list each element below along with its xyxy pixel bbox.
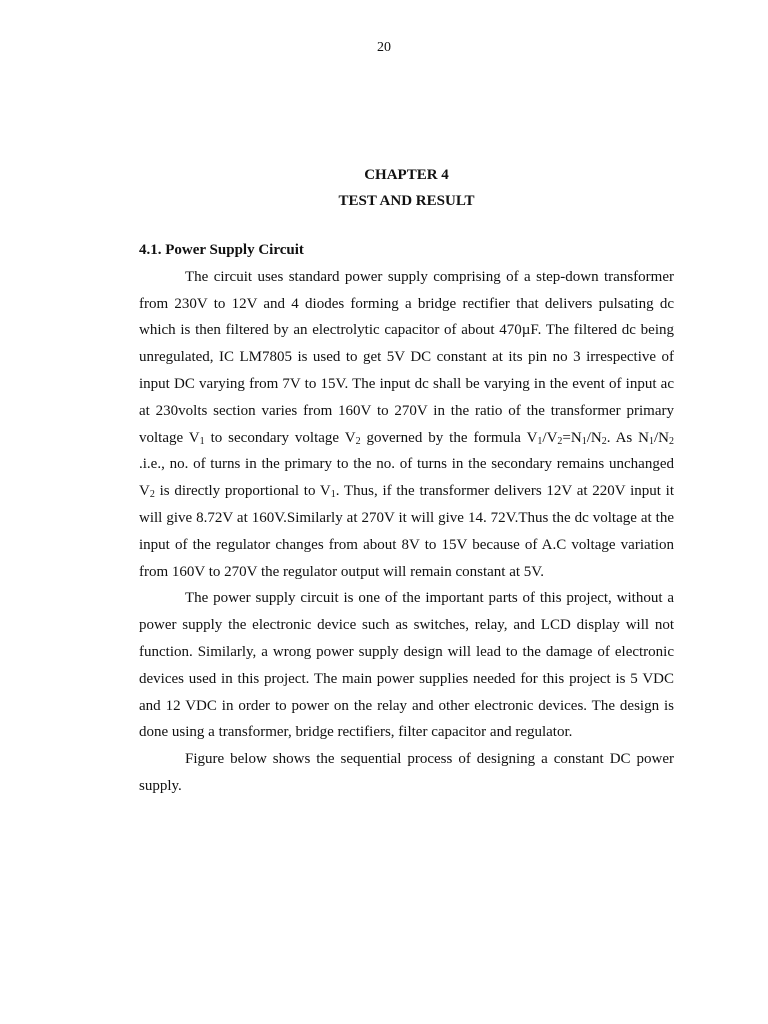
chapter-title: TEST AND RESULT	[338, 193, 475, 209]
para1-text-k: . Thus, if the transformer delivers 12V at 220V input it will give 8.72V at 160V.Similarly at 270V it will give 14. 72V.Thus the dc voltage at the input of the regulator changes from about 8V to 15V because of A.C voltage variation from 160V to 270V the regulator output will remain constant at 5V.	[139, 483, 674, 580]
para1-text-a: The circuit uses standard power supply comprising of a step-down transformer from 230V to 12V and 4 diodes forming a bridge rectifier that delivers pulsating dc which is then filtered by an electrolytic capacitor of about 470µF. The filtered dc being unregulated, IC LM7805 is used to get 5V DC constant at its pin no 3 irrespective of input DC varying from 7V to 15V. The input dc shall be varying in the event of input ac at 230volts section varies from 160V to 270V in the ratio of the transformer primary voltage V	[139, 268, 674, 446]
para1-text-f: /N	[586, 429, 602, 446]
para1-text-h: /N	[654, 429, 670, 446]
subscript: 1	[537, 435, 543, 447]
subscript: 1	[649, 435, 655, 447]
page-number: 20	[377, 40, 391, 52]
paragraph-1	[139, 264, 674, 586]
para1-text-i: .i.e., no. of turns in the primary to the no. of turns in the secondary remains unchanged V	[139, 456, 674, 500]
subscript: 2	[601, 435, 607, 447]
subscript: 2	[149, 489, 155, 501]
chapter-heading	[139, 162, 674, 214]
chapter-number: CHAPTER 4	[364, 167, 449, 183]
para1-text-e: =N	[562, 429, 582, 446]
paragraph-3: Figure below shows the sequential process of designing a constant DC power supply.	[139, 751, 674, 794]
subscript: 2	[669, 435, 675, 447]
subscript: 1	[199, 435, 205, 447]
para1-text-c: governed by the formula V	[360, 429, 538, 446]
subscript: 1	[581, 435, 587, 447]
para1-text-b: to secondary voltage V	[204, 429, 356, 446]
para1-text-j: is directly proportional to V	[154, 483, 331, 500]
subscript: 2	[355, 435, 361, 447]
subscript: 1	[330, 489, 336, 501]
para1-text-g: . As N	[606, 429, 650, 446]
paragraph-2: The power supply circuit is one of the important parts of this project, without a power supply the electronic device such as switches, relay, and LCD display will not function. Similarly, a wrong power supply design will lead to the damage of electronic devices used in this project. The main power supplies needed for this project is 5 VDC and 12 VDC in order to power on the relay and other electronic devices. The design is done using a transformer, bridge rectifiers, filter capacitor and regulator.	[139, 590, 674, 741]
para1-text-d: /V	[542, 429, 558, 446]
section-power-supply	[139, 237, 674, 800]
subscript: 2	[557, 435, 563, 447]
section-title: 4.1. Power Supply Circuit	[139, 242, 304, 258]
